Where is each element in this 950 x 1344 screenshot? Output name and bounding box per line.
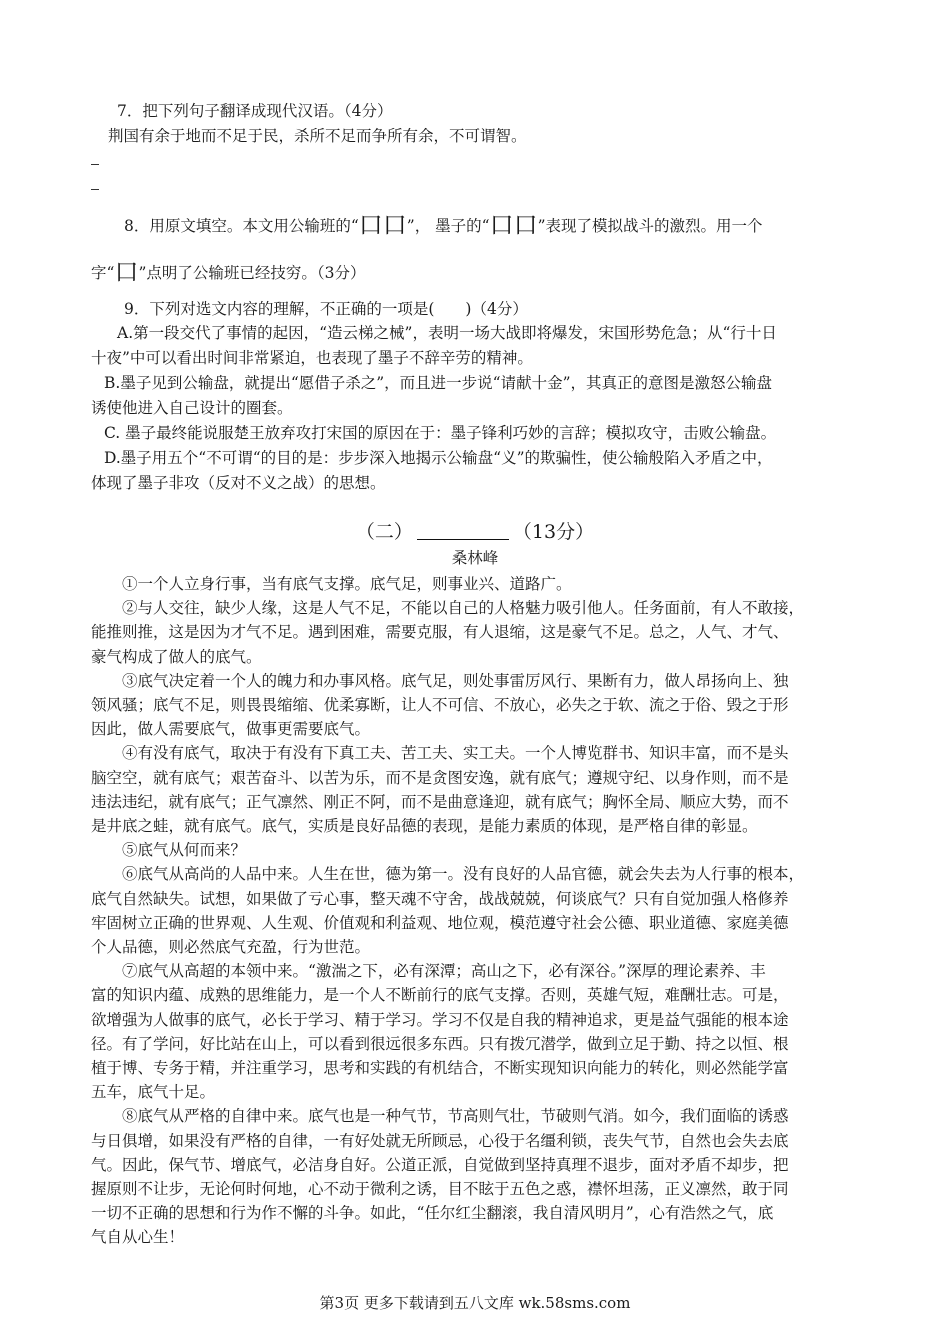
q8-text-e: ”点明了公输班已经技穷。（3分） — [138, 264, 366, 282]
essay-line: 欲增强为人做事的底气，必长于学习、精于学习。学习不仅是自我的精神追求，更是益气强能的根本途 — [91, 1010, 789, 1029]
fill-box-1: 口 — [358, 211, 383, 239]
essay-line: 径。有了学问，好比站在山上，可以看到很远很多东西。只有拨冗潜学，做到立足于勤、持之以恒、根 — [91, 1034, 789, 1053]
essay-line: 违法违纪，就有底气；正气凛然、刚正不阿，而不是曲意逢迎，就有底气；胸怀全局、顺应大势，而不 — [91, 792, 789, 811]
section-number: （二） — [355, 521, 413, 543]
answer-line-2 — [91, 189, 99, 190]
fill-box-2: 口 — [382, 211, 407, 239]
essay-line: 气自从心生！ — [91, 1228, 185, 1247]
q8-line-1 — [124, 211, 763, 239]
essay-line: 底气自然缺失。试想，如果做了亏心事，整天魂不守舍，战战兢兢，何谈底气？只有自觉加强人格修养 — [91, 889, 789, 908]
essay-line: 个人品德，则必然底气充盈，行为世范。 — [91, 938, 371, 956]
q9-option-a-line2: 十夜”中可以看出时间非常紧迫，也表现了墨子不辞辛劳的精神。 — [91, 349, 533, 367]
q9-prompt: 9．下列对选文内容的理解，不正确的一项是( )（4分） — [124, 300, 528, 318]
essay-line: ⑤底气从何而来？ — [122, 841, 247, 860]
essay-line: ⑦底气从高超的本领中来。“激湍之下，必有深潭；高山之下，必有深谷。”深厚的理论素养、丰 — [122, 962, 766, 981]
essay-line: 富的知识内蕴、成熟的思维能力，是一个人不断前行的底气支撑。否则，英雄气短，难酬壮志。可是， — [91, 986, 789, 1005]
section-score: （13分） — [512, 521, 595, 543]
q9-option-d-line2: 体现了墨子非攻（反对不义之战）的思想。 — [91, 474, 386, 492]
essay-line: 一切不正确的思想和行为作不懈的斗争。如此，“任尔红尘翻滚，我自清风明月”，心有浩然之气，底 — [91, 1204, 774, 1223]
essay-line: 与日俱增，如果没有严格的自律，一有好处就无所顾忌，心役于名缰利锁，丧失气节，自然也会失去底 — [91, 1131, 789, 1150]
essay-line: 气。因此，保气节、增底气，必洁身自好。公道正派，自觉做到坚持真理不退步，面对矛盾不却步，把 — [91, 1155, 789, 1174]
answer-line-1 — [91, 164, 99, 165]
essay-line: 豪气构成了做人的底气。 — [91, 647, 262, 666]
q8-line-2 — [91, 258, 366, 286]
q9-option-b-line1: B.墨子见到公输盘，就提出“愿借子杀之”，而且进一步说“请献十金”，其真正的意图是激怒公输盘 — [104, 374, 773, 392]
essay-line: 能推则推，这是因为才气不足。遇到困难，需要克服，有人退缩，这是豪气不足。总之，人气、才气、 — [91, 623, 789, 642]
essay-line: 因此，做人需要底气，做事更需要底气。 — [91, 720, 371, 739]
essay-line: ⑧底气从严格的自律中来。底气也是一种气节，节高则气壮，节破则气消。如今，我们面临的诱惑 — [122, 1107, 789, 1126]
q7-prompt: 7．把下列句子翻译成现代汉语。（4分） — [117, 102, 393, 120]
essay-line: ③底气决定着一个人的魄力和办事风格。底气足，则处事雷厉风行、果断有力，做人昂扬向上、独 — [122, 671, 789, 690]
q8-text-c: ”表现了模拟战斗的激烈。用一个 — [537, 217, 763, 235]
essay-line: ②与人交往，缺少人缘，这是人气不足，不能以自己的人格魅力吸引他人。任务面前，有人不敢接， — [122, 599, 805, 618]
q8-text-b: ”， 墨子的“ — [406, 217, 490, 235]
q9-option-b-line2: 诱使他进入自己设计的圈套。 — [91, 399, 293, 417]
fill-box-4: 口 — [513, 211, 538, 239]
essay-line: 握原则不让步，无论何时何地，心不动于微利之诱，目不眩于五色之惑，襟怀坦荡，正义凛然，敢于同 — [91, 1180, 789, 1198]
page-footer: 第3页 更多下载请到五八文库 wk.58sms.com — [319, 1294, 631, 1312]
essay-line: ④有没有底气，取决于有没有下真工夫、苦工夫、实工夫。一个人博览群书、知识丰富，而不是头 — [122, 744, 789, 763]
q9-option-d-line1: D.墨子用五个“不可谓“的目的是：步步深入地揭示公输盘“义”的欺骗性，使公输般陷入矛盾之中， — [104, 449, 773, 467]
fill-box-3: 口 — [489, 211, 514, 239]
q9-option-c: C. 墨子最终能说服楚王放弃攻打宋国的原因在于：墨子锋利巧妙的言辞；模拟攻守，击败公输盘。 — [104, 424, 777, 442]
essay-line: 植于博、专务于精，并注重学习，思考和实践的有机结合，不断实现知识向能力的转化，则必然能学富 — [91, 1059, 789, 1077]
q8-text-d: 字“ — [91, 264, 115, 282]
q7-sentence: 荆国有余于地而不足于民，杀所不足而争所有余，不可谓智。 — [108, 127, 527, 145]
essay-line: 脑空空，就有底气；艰苦奋斗、以苦为乐，而不是贪图安逸，就有底气；遵规守纪、以身作则，而不是 — [91, 768, 789, 787]
fill-box-5: 口 — [114, 258, 139, 286]
essay-line: 五车，底气十足。 — [91, 1083, 216, 1102]
essay-line: 领风骚；底气不足，则畏畏缩缩、优柔寡断，让人不可信、不放心，必失之于软、流之于俗、毁之于形 — [91, 696, 789, 714]
author-name: 桑林峰 — [451, 549, 499, 567]
essay-line: ⑥底气从高尚的人品中来。人生在世，德为第一。没有良好的人品官德，就会失去为人行事的根本， — [122, 865, 805, 884]
q8-text-a: 8．用原文填空。本文用公输班的“ — [124, 217, 359, 235]
essay-line: 牢固树立正确的世界观、人生观、价值观和利益观、地位观，模范遵守社会公德、职业道德、家庭美德 — [91, 913, 789, 932]
q9-option-a-line1: A.第一段交代了事情的起因，“造云梯之械”，表明一场大战即将爆发，宋国形势危急；从“行十日 — [117, 324, 777, 342]
section-title — [0, 519, 950, 545]
title-blank — [417, 521, 509, 540]
essay-line: 是井底之蛙，就有底气。底气，实质是良好品德的表现，是能力素质的体现，是严格自律的彰显。 — [91, 817, 758, 835]
essay-line: ①一个人立身行事，当有底气支撑。底气足，则事业兴、道路广。 — [122, 575, 572, 593]
